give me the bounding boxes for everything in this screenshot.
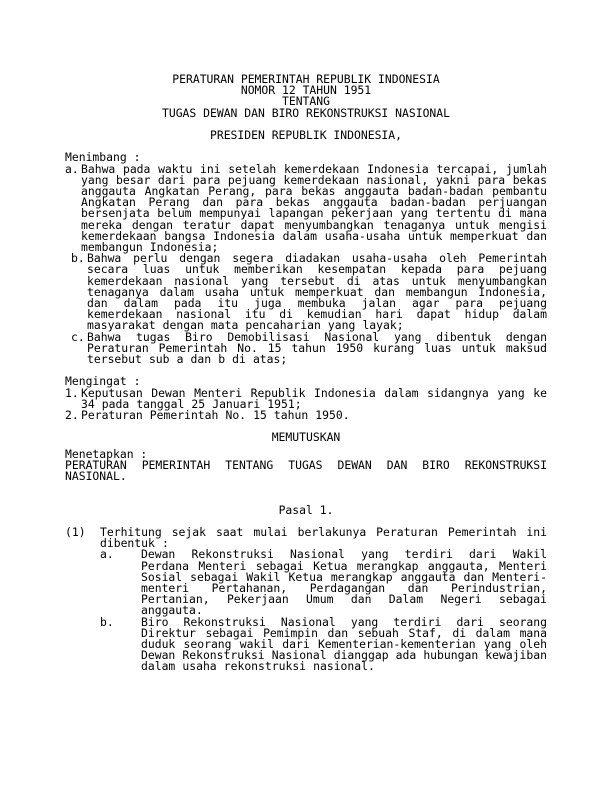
- document-title-line-2: NOMOR 12 TAHUN 1951: [240, 83, 372, 98]
- pasal-1-subitem-b-text: Biro Rekonstruksi Nasional yang terdiri dari seorang Direktur sebagai Pemimpin dan sebuah Staf, di dalam mana duduk seorang wakil dari Kementerian-kementerian yang oleh Dewan Rekonstruksi Nasional dianggap ada hubungan kewajiban dalam usaha rekonstruksi nasional.: [141, 614, 547, 674]
- document-title-line-4: TUGAS DEWAN DAN BIRO REKONSTRUKSI NASIONAL: [161, 105, 451, 120]
- memutuskan-heading: MEMUTUSKAN: [271, 430, 341, 445]
- pasal-1-item-1: [65, 527, 547, 549]
- menimbang-heading: Menimbang :: [65, 150, 141, 165]
- pasal-1-item-1-marker: (1): [65, 525, 86, 540]
- mengingat-item-1: [65, 385, 547, 411]
- document-title-line-1: PERATURAN PEMERINTAH REPUBLIK INDONESIA: [172, 72, 440, 86]
- mengingat-item-2: [65, 410, 547, 421]
- menimbang-item-a: [65, 161, 547, 255]
- pasal-1-subitem-a-text: Dewan Rekonstruksi Nasional yang terdiri dari Wakil Perdana Menteri sebagai Ketua merangkap anggauta, Menteri Sosial sebagai Wakil Ketua merangkap anggauta dan Menteri-menteri Pertahanan, Perdagangan dan Perindustrian, Pertanian, Pekerjaan Umum dan Dalam Negeri sebagai anggauta.: [141, 547, 547, 618]
- menimbang-item-c-marker: c.: [71, 329, 85, 344]
- mengingat-item-2-marker: 2.: [65, 408, 79, 423]
- menimbang-item-a-text: Bahwa pada waktu ini setelah kemerdekaan Indonesia tercapai, jumlah yang besar dari para pejuang kemerdekaan nasional, yakni para bekas anggauta Angkatan Perang, para bekas anggauta badan-badan pembantu Angkatan Perang dan para bekas anggauta badan-badan perjuangan bersenjata belum mempunyai lapangan pekerjaan yang tertentu di mana mereka dengan teratur dapat menyumbangkan tenaganya untuk mengisi kemerdekaan bangsa Indonesia dalam usaha-usaha untuk memperkuat dan membangun Indonesia;: [81, 161, 547, 255]
- menimbang-item-a-marker: a.: [65, 161, 79, 176]
- menimbang-item-c: [71, 329, 547, 367]
- mengingat-item-1-marker: 1.: [65, 385, 79, 400]
- menimbang-item-c-text: Bahwa tugas Biro Demobilisasi Nasional yang dibentuk dengan Peraturan Pemerintah No. 15 tahun 1950 kurang luas untuk maksud tersebut sub a dan b di atas;: [87, 329, 547, 367]
- mengingat-heading: Mengingat :: [65, 374, 141, 389]
- menimbang-item-b-marker: b.: [71, 251, 85, 266]
- menetapkan-label: Menetapkan :: [65, 446, 148, 461]
- pasal-1-heading: Pasal 1.: [278, 502, 334, 517]
- document-title-line-3: TENTANG: [281, 94, 330, 109]
- mengingat-item-2-text: Peraturan Pemerintah No. 15 tahun 1950.: [81, 408, 350, 423]
- pasal-1-item-1-text: Terhitung sejak saat mulai berlakunya Peraturan Pemerintah ini dibentuk :: [100, 525, 547, 551]
- document-body: [65, 74, 547, 673]
- pasal-1-subitem-a: [100, 549, 547, 616]
- mengingat-item-1-text: Keputusan Dewan Menteri Republik Indonesia dalam sidangnya yang ke 34 pada tanggal 25 Januari 1951;: [81, 385, 547, 411]
- spacer: [65, 482, 547, 493]
- menetapkan-text: PERATURAN PEMERINTAH TENTANG TUGAS DEWAN DAN BIRO REKONSTRUKSI NASIONAL.: [65, 457, 547, 484]
- menimbang-item-b-text: Bahwa perlu dengan segera diadakan usaha-usaha oleh Pemerintah secara luas untuk memberikan kesempatan kepada para pejuang kemerdekaan nasional yang tersebut di atas untuk menyumbangkan tenaganya dalam usaha untuk memperkuat dan membangun Indonesia, dan dalam pada itu juga membuka jalan agar para pejuang kemerdekaan nasional itu di kemudian hari dapat hidup dalam masyarakat dengan mata pencaharian yang layak;: [87, 251, 547, 333]
- pasal-1-subitem-b-marker: b.: [100, 614, 114, 629]
- issuing-authority: PRESIDEN REPUBLIK INDONESIA,: [209, 128, 403, 142]
- pasal-1-subitem-a-marker: a.: [100, 547, 114, 562]
- pasal-1-subitem-list: [65, 549, 547, 672]
- menimbang-item-b: [71, 253, 547, 331]
- pasal-1-subitem-b: [100, 614, 547, 674]
